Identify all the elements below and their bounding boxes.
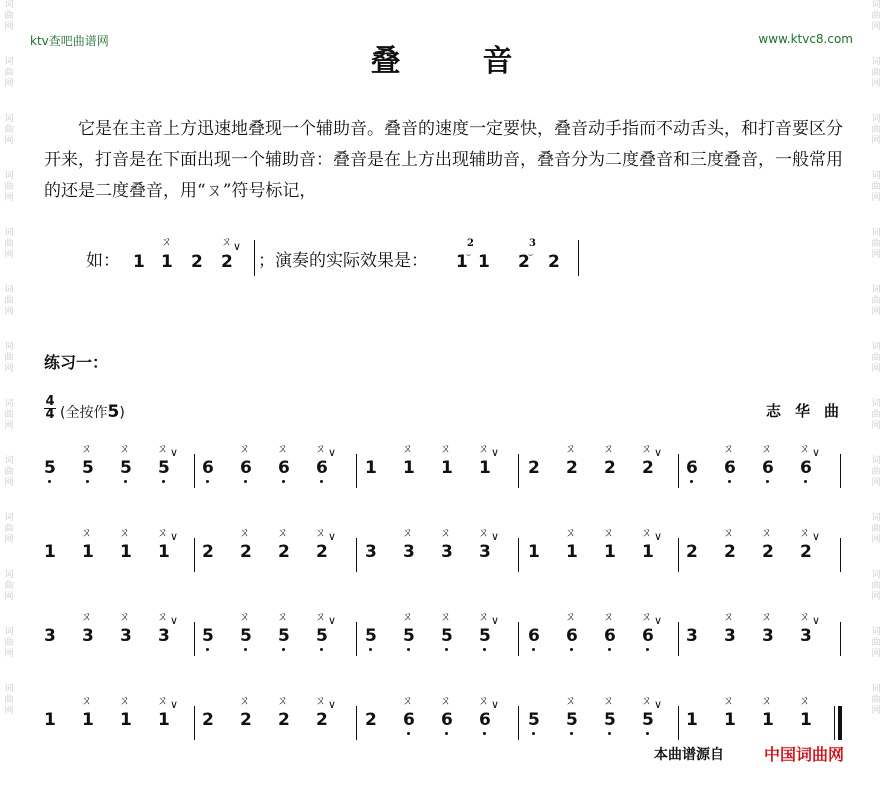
barline	[356, 538, 357, 572]
score-note: 5	[240, 626, 252, 646]
overlap-mark-icon: ㄡ	[277, 694, 288, 707]
site-url-right: www.ktvc8.com	[758, 32, 853, 46]
score-note: 2	[604, 458, 616, 478]
exercise-title: 练习一：	[44, 353, 109, 372]
score-note: 2	[528, 458, 540, 478]
score-note: 6	[566, 626, 578, 646]
low-octave-dot	[206, 480, 209, 483]
score-note: 3	[762, 626, 774, 646]
overlap-mark-icon: ㄡ	[157, 442, 168, 455]
grace-note: 3	[529, 238, 536, 249]
overlap-mark-icon: ㄡ	[603, 442, 614, 455]
overlap-mark-icon: ㄡ	[799, 610, 810, 623]
score-note: 5	[566, 710, 578, 730]
barline	[678, 622, 679, 656]
example-label: 如：	[86, 251, 120, 271]
overlap-mark-icon: ㄡ	[761, 442, 772, 455]
example-note: 2	[191, 252, 203, 272]
score-note: 6	[604, 626, 616, 646]
score-note: 1	[365, 458, 377, 478]
overlap-mark-icon: ㄡ	[81, 526, 92, 539]
score-note: 1	[120, 542, 132, 562]
score-note: 5	[604, 710, 616, 730]
score-note: 6	[403, 710, 415, 730]
overlap-mark-icon: ㄡ	[478, 442, 489, 455]
low-octave-dot	[162, 480, 165, 483]
barline	[840, 622, 841, 656]
barline	[356, 454, 357, 488]
breath-mark-icon: ∨	[491, 530, 500, 543]
overlap-mark-icon: ㄡ	[565, 694, 576, 707]
score-note: 1	[528, 542, 540, 562]
overlap-mark-icon: ㄡ	[565, 610, 576, 623]
low-octave-dot	[86, 480, 89, 483]
overlap-mark-icon: ㄡ	[81, 442, 92, 455]
time-signature-bottom: 4	[45, 407, 55, 422]
score-note: 1	[403, 458, 415, 478]
overlap-mark-icon: ㄡ	[641, 526, 652, 539]
score-note: 1	[158, 542, 170, 562]
score-note: 1	[762, 710, 774, 730]
barline	[578, 240, 579, 276]
score-note: 3	[686, 626, 698, 646]
footer-source-label: 本曲谱源自	[654, 747, 724, 763]
low-octave-dot	[369, 648, 372, 651]
overlap-mark-icon: ㄡ	[315, 442, 326, 455]
example-result-note: 2	[518, 252, 530, 272]
overlap-mark-icon: ㄡ	[81, 694, 92, 707]
overlap-mark-icon: ㄡ	[315, 526, 326, 539]
breath-mark-icon: ∨	[170, 614, 179, 627]
breath-mark-icon: ∨	[170, 446, 179, 459]
barline	[840, 454, 841, 488]
breath-mark-icon: ∨	[491, 446, 500, 459]
score-note: 1	[82, 710, 94, 730]
overlap-mark-icon: ㄡ	[239, 610, 250, 623]
example-result-note: 1	[478, 252, 490, 272]
barline	[840, 538, 841, 572]
low-octave-dot	[124, 480, 127, 483]
score-note: 1	[120, 710, 132, 730]
score-note: 1	[724, 710, 736, 730]
overlap-mark-icon: ㄡ	[761, 526, 772, 539]
low-octave-dot	[282, 480, 285, 483]
score-note: 1	[441, 458, 453, 478]
score-note: 2	[240, 710, 252, 730]
score-note: 3	[44, 626, 56, 646]
score-note: 2	[642, 458, 654, 478]
score-note: 3	[403, 542, 415, 562]
score-note: 1	[686, 710, 698, 730]
low-octave-dot	[445, 732, 448, 735]
breath-mark-icon: ∨	[491, 614, 500, 627]
barline	[678, 538, 679, 572]
overlap-mark-icon: ㄡ	[603, 610, 614, 623]
barline	[518, 706, 519, 740]
overlap-mark-icon: ㄡ	[723, 442, 734, 455]
breath-mark-icon: ∨	[654, 446, 663, 459]
low-octave-dot	[48, 480, 51, 483]
overlap-mark-icon: ㄡ	[221, 235, 232, 248]
low-octave-dot	[532, 648, 535, 651]
score-note: 5	[642, 710, 654, 730]
score-note: 1	[800, 710, 812, 730]
score-note: 2	[278, 710, 290, 730]
score-note: 6	[800, 458, 812, 478]
overlap-mark-icon: ㄡ	[239, 694, 250, 707]
grace-note: 2	[467, 238, 474, 249]
score-note: 6	[202, 458, 214, 478]
score-note: 5	[82, 458, 94, 478]
score-note: 2	[724, 542, 736, 562]
breath-mark-icon: ∨	[491, 698, 500, 711]
low-octave-dot	[690, 480, 693, 483]
overlap-mark-icon: ㄡ	[157, 694, 168, 707]
overlap-mark-icon: ㄡ	[641, 694, 652, 707]
breath-mark-icon: ∨	[812, 614, 821, 627]
barline	[518, 538, 519, 572]
overlap-mark-icon: ㄡ	[277, 526, 288, 539]
barline	[254, 240, 255, 276]
score-note: 6	[316, 458, 328, 478]
overlap-mark-icon: ㄡ	[603, 526, 614, 539]
barline	[356, 706, 357, 740]
score-note: 6	[686, 458, 698, 478]
score-note: 1	[566, 542, 578, 562]
overlap-mark-icon: ㄡ	[440, 610, 451, 623]
example-note: 2	[221, 252, 233, 272]
overlap-mark-icon: ㄡ	[119, 694, 130, 707]
score-note: 6	[441, 710, 453, 730]
overlap-mark-icon: ㄡ	[641, 442, 652, 455]
overlap-mark-icon: ㄡ	[478, 610, 489, 623]
score-note: 2	[686, 542, 698, 562]
breath-mark-icon: ∨	[328, 446, 337, 459]
score-note: 1	[642, 542, 654, 562]
barline	[194, 454, 195, 488]
score-note: 5	[479, 626, 491, 646]
low-octave-dot	[532, 732, 535, 735]
score-note: 5	[441, 626, 453, 646]
overlap-mark-icon: ㄡ	[799, 694, 810, 707]
slur-icon: ⌣	[528, 250, 534, 259]
site-name-left: ktv查吧曲谱网	[30, 34, 109, 48]
score-note: 5	[403, 626, 415, 646]
low-octave-dot	[244, 648, 247, 651]
score-note: 3	[800, 626, 812, 646]
score-note: 1	[44, 710, 56, 730]
low-octave-dot	[282, 648, 285, 651]
low-octave-dot	[483, 648, 486, 651]
overlap-mark-icon: ㄡ	[239, 526, 250, 539]
score-note: 6	[724, 458, 736, 478]
low-octave-dot	[570, 648, 573, 651]
low-octave-dot	[320, 480, 323, 483]
score-note: 5	[316, 626, 328, 646]
breath-mark-icon: ∨	[170, 530, 179, 543]
overlap-mark-icon: ㄡ	[799, 526, 810, 539]
barline	[678, 706, 679, 740]
low-octave-dot	[646, 732, 649, 735]
breath-mark-icon: ∨	[654, 614, 663, 627]
score-note: 2	[316, 542, 328, 562]
score-note: 3	[120, 626, 132, 646]
description-paragraph: 它是在主音上方迅速地叠现一个辅助音。叠音的速度一定要快，叠音动手指而不动舌头，和打音要区分开来，打音是在下面出现一个辅助音：叠音是在上方出现辅助音，叠音分为二度叠音和三度叠音，一般常用的还是二度叠音，用“ㄡ”符号标记，	[44, 119, 843, 201]
overlap-mark-icon: ㄡ	[239, 442, 250, 455]
overlap-mark-icon: ㄡ	[478, 694, 489, 707]
overlap-mark-icon: ㄡ	[723, 526, 734, 539]
overlap-mark-icon: ㄡ	[402, 526, 413, 539]
example-result-label: ；演奏的实际效果是：	[258, 251, 428, 271]
title-char-1: 叠	[370, 44, 403, 79]
footer-site-name: 中国词曲网	[764, 745, 845, 764]
low-octave-dot	[320, 648, 323, 651]
breath-mark-icon: ∨	[812, 530, 821, 543]
title-char-2: 音	[482, 44, 515, 79]
low-octave-dot	[608, 648, 611, 651]
overlap-mark-icon: ㄡ	[119, 610, 130, 623]
low-octave-dot	[728, 480, 731, 483]
time-signature	[44, 396, 56, 421]
overlap-mark-icon: ㄡ	[402, 442, 413, 455]
watermark-left: 词 曲 网 词 曲 网 词 曲 网 词 曲 网 词 曲 网 词 曲 网 词 曲 网 词 曲 网 词 曲 网 词 曲 网 词 曲 网 词 曲 网 词 曲 网	[4, 0, 14, 716]
score-note: 2	[365, 710, 377, 730]
breath-mark-icon: ∨	[170, 698, 179, 711]
overlap-mark-icon: ㄡ	[277, 442, 288, 455]
breath-mark-icon: ∨	[328, 530, 337, 543]
low-octave-dot	[804, 480, 807, 483]
score-note: 2	[800, 542, 812, 562]
low-octave-dot	[766, 480, 769, 483]
low-octave-dot	[407, 648, 410, 651]
score-note: 5	[202, 626, 214, 646]
overlap-mark-icon: ㄡ	[119, 526, 130, 539]
example-note: 1	[161, 252, 173, 272]
score-note: 5	[528, 710, 540, 730]
breath-mark-icon: ∨	[233, 240, 242, 253]
barline	[356, 622, 357, 656]
score-note: 2	[202, 710, 214, 730]
overlap-mark-icon: ㄡ	[723, 610, 734, 623]
final-barline-thick	[838, 706, 842, 740]
low-octave-dot	[646, 648, 649, 651]
overlap-mark-icon: ㄡ	[723, 694, 734, 707]
overlap-mark-icon: ㄡ	[641, 610, 652, 623]
composer: 志华曲	[766, 402, 854, 420]
barline	[518, 622, 519, 656]
score-note: 3	[479, 542, 491, 562]
low-octave-dot	[244, 480, 247, 483]
score-note: 1	[44, 542, 56, 562]
example-line	[86, 235, 686, 282]
overlap-mark-icon: ㄡ	[440, 526, 451, 539]
breath-mark-icon: ∨	[812, 446, 821, 459]
fingering-note: (全按作5)	[60, 402, 125, 422]
overlap-mark-icon: ㄡ	[799, 442, 810, 455]
score-note: 5	[365, 626, 377, 646]
score-note: 1	[479, 458, 491, 478]
barline	[194, 622, 195, 656]
score-note: 6	[528, 626, 540, 646]
overlap-mark-icon: ㄡ	[81, 610, 92, 623]
overlap-mark-icon: ㄡ	[315, 610, 326, 623]
overlap-mark-icon: ㄡ	[157, 610, 168, 623]
barline	[194, 706, 195, 740]
overlap-mark-icon: ㄡ	[402, 694, 413, 707]
score-note: 5	[278, 626, 290, 646]
overlap-mark-icon: ㄡ	[761, 694, 772, 707]
low-octave-dot	[483, 732, 486, 735]
low-octave-dot	[407, 732, 410, 735]
score-note: 2	[566, 458, 578, 478]
overlap-mark-icon: ㄡ	[161, 235, 172, 248]
score-note: 2	[316, 710, 328, 730]
overlap-mark-icon: ㄡ	[440, 442, 451, 455]
score-note: 2	[278, 542, 290, 562]
low-octave-dot	[608, 732, 611, 735]
score-note: 1	[82, 542, 94, 562]
breath-mark-icon: ∨	[654, 698, 663, 711]
example-result-note: 1	[456, 252, 468, 272]
overlap-mark-icon: ㄡ	[478, 526, 489, 539]
score-note: 6	[642, 626, 654, 646]
example-result-note: 2	[548, 252, 560, 272]
fingering-value: 5	[107, 402, 120, 422]
overlap-mark-icon: ㄡ	[277, 610, 288, 623]
overlap-mark-icon: ㄡ	[603, 694, 614, 707]
score-note: 3	[82, 626, 94, 646]
score-note: 3	[158, 626, 170, 646]
breath-mark-icon: ∨	[654, 530, 663, 543]
score-note: 3	[724, 626, 736, 646]
barline	[518, 454, 519, 488]
example-note: 1	[133, 252, 145, 272]
low-octave-dot	[445, 648, 448, 651]
score-note: 2	[240, 542, 252, 562]
overlap-mark-icon: ㄡ	[402, 610, 413, 623]
score-note: 5	[44, 458, 56, 478]
score-note: 3	[441, 542, 453, 562]
overlap-mark-icon: ㄡ	[565, 526, 576, 539]
overlap-mark-icon: ㄡ	[565, 442, 576, 455]
score-note: 6	[278, 458, 290, 478]
watermark-right: 词 曲 网 词 曲 网 词 曲 网 词 曲 网 词 曲 网 词 曲 网 词 曲 网 词 曲 网 词 曲 网 词 曲 网 词 曲 网 词 曲 网 词 曲 网	[871, 0, 881, 716]
overlap-mark-icon: ㄡ	[119, 442, 130, 455]
time-signature-top: 4	[45, 394, 55, 409]
score-note: 6	[762, 458, 774, 478]
overlap-mark-icon: ㄡ	[315, 694, 326, 707]
score-note: 5	[158, 458, 170, 478]
breath-mark-icon: ∨	[328, 698, 337, 711]
overlap-mark-icon: ㄡ	[761, 610, 772, 623]
score-note: 1	[158, 710, 170, 730]
slur-icon: ⌣	[466, 250, 472, 259]
page-title	[0, 36, 885, 80]
score-note: 6	[240, 458, 252, 478]
score-note: 3	[365, 542, 377, 562]
score-note: 6	[479, 710, 491, 730]
barline	[194, 538, 195, 572]
low-octave-dot	[570, 732, 573, 735]
score-note: 5	[120, 458, 132, 478]
overlap-mark-icon: ㄡ	[157, 526, 168, 539]
breath-mark-icon: ∨	[328, 614, 337, 627]
final-barline	[834, 706, 835, 740]
barline	[678, 454, 679, 488]
score-note: 2	[202, 542, 214, 562]
overlap-mark-icon: ㄡ	[440, 694, 451, 707]
score-note: 1	[604, 542, 616, 562]
score-note: 2	[762, 542, 774, 562]
low-octave-dot	[206, 648, 209, 651]
